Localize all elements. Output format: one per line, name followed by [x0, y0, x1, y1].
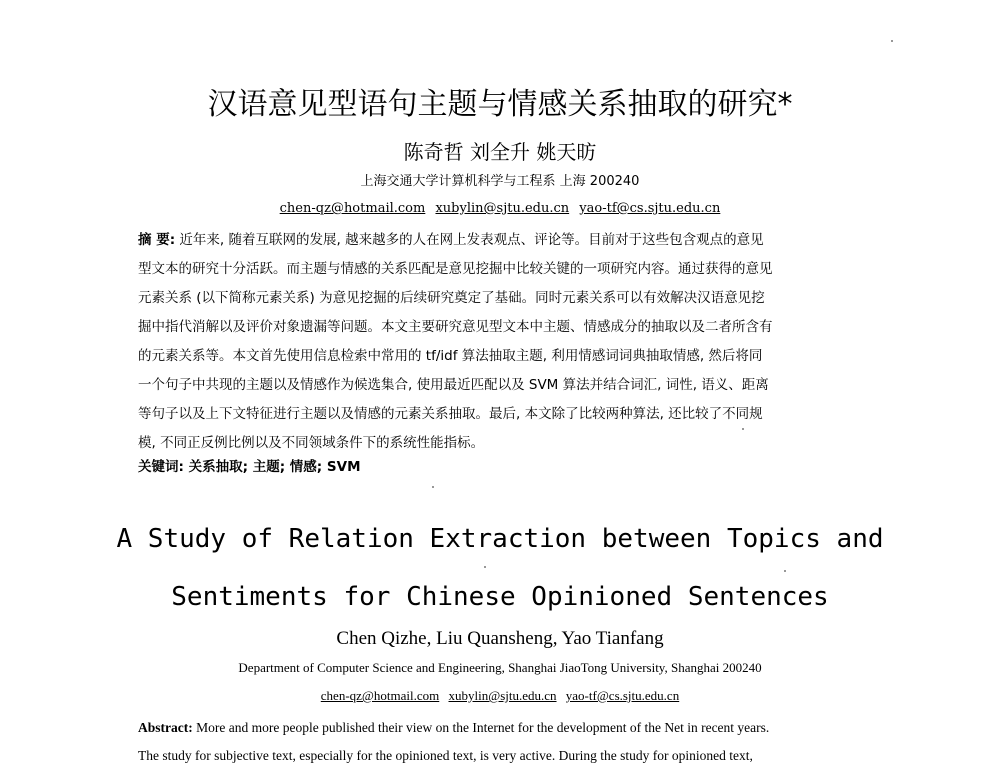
- english-title-line-1: A Study of Relation Extraction between Topics and: [116, 524, 884, 554]
- abstract-line: 的元素关系等。本文首先使用信息检索中常用的 tf/idf 算法抽取主题, 利用情感词词典抽取情感, 然后将同: [138, 348, 763, 364]
- abstract-label: 摘 要:: [138, 232, 176, 248]
- english-email-list: [0, 686, 1000, 706]
- abstract-line: 掘中指代消解以及评价对象遗漏等问题。本文主要研究意见型文本中主题、情感成分的抽取以及二者所含有: [138, 319, 773, 335]
- email-link[interactable]: yao-tf@cs.sjtu.edu.cn: [579, 201, 721, 216]
- email-link[interactable]: xubylin@sjtu.edu.cn: [435, 201, 570, 216]
- abstract-line: The study for subjective text, especially for the opinioned text, is very active. During the study for opinioned text,: [138, 748, 753, 763]
- abstract-line: 模, 不同正反例比例以及不同领域条件下的系统性能指标。: [138, 435, 485, 451]
- abstract-line: More and more people published their view on the Internet for the development of the Net in recent years.: [196, 720, 770, 735]
- email-link[interactable]: yao-tf@cs.sjtu.edu.cn: [565, 688, 680, 703]
- email-link[interactable]: xubylin@sjtu.edu.cn: [448, 688, 557, 703]
- scan-speck: [891, 40, 893, 42]
- abstract-line: 近年来, 随着互联网的发展, 越来越多的人在网上发表观点、评论等。目前对于这些包含观点的意见: [179, 232, 764, 248]
- abstract-line: 等句子以及上下文特征进行主题以及情感的元素关系抽取。最后, 本文除了比较两种算法, 还比较了不同规: [138, 406, 763, 422]
- english-abstract: [138, 714, 862, 770]
- abstract-line: 一个句子中共现的主题以及情感作为候选集合, 使用最近匹配以及 SVM 算法并结合词汇, 词性, 语义、距离: [138, 377, 769, 393]
- chinese-affiliation: 上海交通大学计算机科学与工程系 上海 200240: [360, 174, 640, 189]
- english-title-line-2: Sentiments for Chinese Opinioned Sentences: [171, 582, 829, 612]
- english-authors: Chen Qizhe, Liu Quansheng, Yao Tianfang: [336, 628, 664, 649]
- chinese-authors: 陈奇哲 刘全升 姚天昉: [403, 140, 597, 164]
- abstract-line: 元素关系 (以下简称元素关系) 为意见挖掘的后续研究奠定了基础。同时元素关系可以有效解决汉语意见挖: [138, 290, 765, 306]
- abstract-line: 型文本的研究十分活跃。而主题与情感的关系匹配是意见挖掘中比较关键的一项研究内容。通过获得的意见: [138, 261, 773, 277]
- abstract-label: Abstract:: [138, 720, 193, 735]
- scan-speck: [742, 428, 744, 430]
- chinese-abstract: [138, 226, 862, 458]
- email-link[interactable]: chen-qz@hotmail.com: [320, 688, 440, 703]
- scan-speck: [432, 486, 434, 488]
- chinese-keywords: 关键词: 关系抽取; 主题; 情感; SVM: [138, 459, 361, 475]
- email-link[interactable]: chen-qz@hotmail.com: [279, 201, 426, 216]
- chinese-title: 汉语意见型语句主题与情感关系抽取的研究*: [207, 87, 793, 122]
- scan-speck: [784, 570, 786, 572]
- english-affiliation: Department of Computer Science and Engineering, Shanghai JiaoTong University, Shanghai 200240: [238, 660, 762, 675]
- scan-speck: [484, 566, 486, 568]
- chinese-email-list: [0, 199, 1000, 219]
